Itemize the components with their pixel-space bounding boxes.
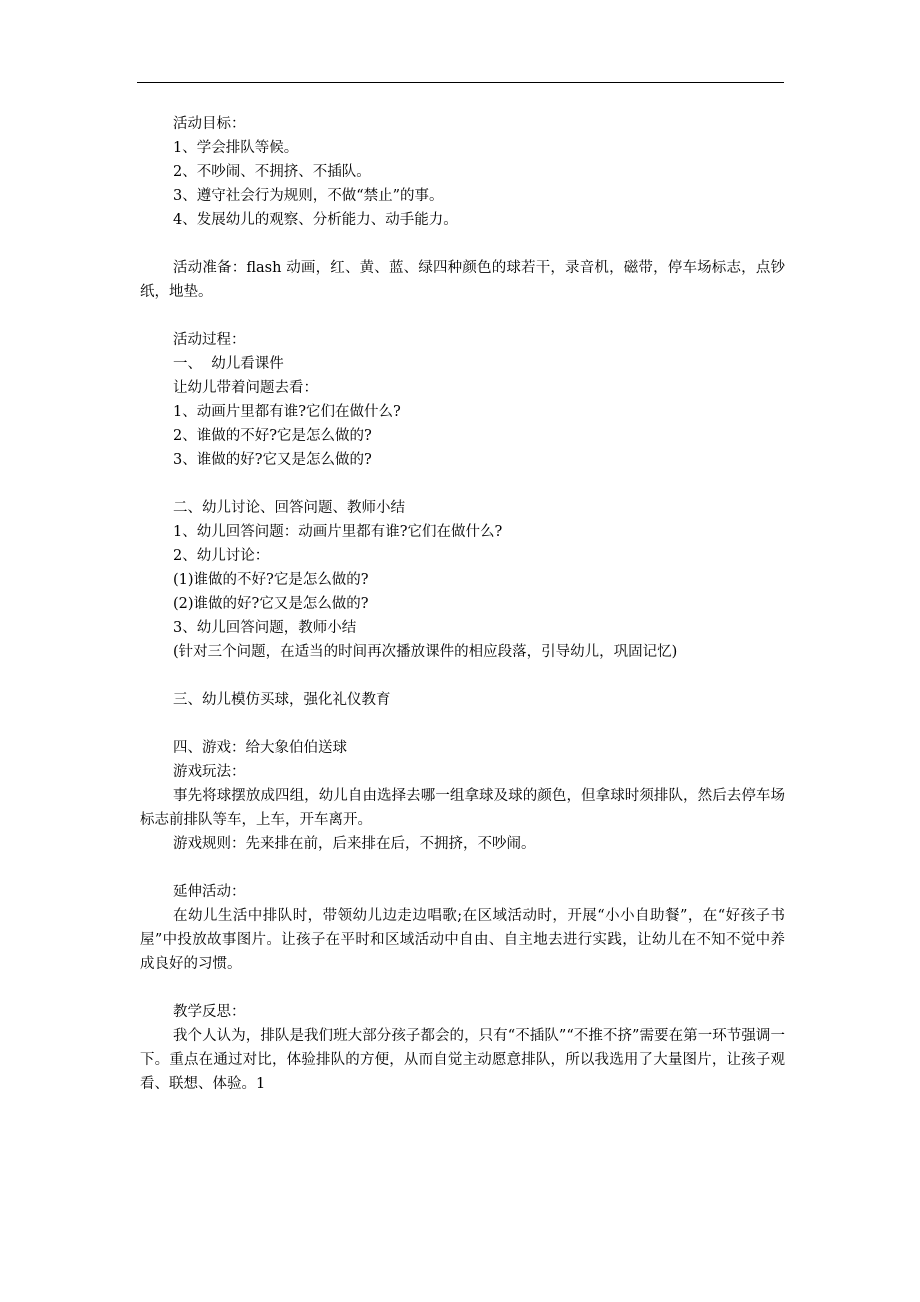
step1-line-2: 1、动画片里都有谁?它们在做什么?	[173, 404, 401, 420]
step3-title: 三、幼儿模仿买球，强化礼仪教育	[173, 692, 391, 708]
goal-item-3: 3、遵守社会行为规则，不做“禁止”的事。	[173, 188, 444, 204]
header-rule	[137, 82, 784, 83]
step2-line-3: (1)谁做的不好?它是怎么做的?	[173, 572, 369, 588]
step1-title: 一、 幼儿看课件	[173, 356, 284, 372]
process-heading: 活动过程：	[173, 332, 246, 348]
step2-title: 二、幼儿讨论、回答问题、教师小结	[173, 500, 405, 516]
step2-line-5: 3、幼儿回答问题，教师小结	[173, 620, 357, 636]
goal-item-1: 1、学会排队等候。	[173, 140, 299, 156]
step4-rules: 游戏规则：先来排在前，后来排在后，不拥挤，不吵闹。	[173, 836, 536, 852]
step1-line-4: 3、谁做的好?它又是怎么做的?	[173, 452, 372, 468]
reflection-paragraph: 我个人认为，排队是我们班大部分孩子都会的，只有“不插队”“不推不挤”需要在第一环节强调一下。重点在通过对比，体验排队的方便，从而自觉主动愿意排队，所以我选用了大量图片，让孩子观看、联想、体验。1	[140, 1028, 785, 1092]
goal-item-2: 2、不吵闹、不拥挤、不插队。	[173, 164, 371, 180]
step4-title: 四、游戏：给大象伯伯送球	[173, 740, 347, 756]
step1-line-1: 让幼儿带着问题去看：	[173, 380, 318, 396]
step2-line-2: 2、幼儿讨论：	[173, 548, 270, 564]
step2-line-1: 1、幼儿回答问题：动画片里都有谁?它们在做什么?	[173, 524, 503, 540]
goals-heading: 活动目标：	[173, 116, 246, 132]
step2-line-4: (2)谁做的好?它又是怎么做的?	[173, 596, 369, 612]
step1-line-3: 2、谁做的不好?它是怎么做的?	[173, 428, 372, 444]
goal-item-4: 4、发展幼儿的观察、分析能力、动手能力。	[173, 212, 458, 228]
step4-how-paragraph: 事先将球摆放成四组，幼儿自由选择去哪一组拿球及球的颜色，但拿球时须排队，然后去停车场标志前排队等车，上车，开车离开。	[140, 788, 785, 828]
document-body	[140, 112, 785, 1096]
step2-line-6: (针对三个问题，在适当的时间再次播放课件的相应段落，引导幼儿，巩固记忆)	[173, 644, 678, 660]
preparation-paragraph: 活动准备：flash 动画，红、黄、蓝、绿四种颜色的球若干，录音机，磁带，停车场标志，点钞纸，地垫。	[140, 260, 785, 300]
extension-heading: 延伸活动：	[173, 884, 246, 900]
step4-how-label: 游戏玩法：	[173, 764, 246, 780]
extension-paragraph: 在幼儿生活中排队时，带领幼儿边走边唱歌;在区域活动时，开展“小小自助餐”，在“好孩子书屋”中投放故事图片。让孩子在平时和区域活动中自由、自主地去进行实践，让幼儿在不知不觉中养成良好的习惯。	[140, 908, 785, 972]
reflection-heading: 教学反思：	[173, 1004, 246, 1020]
